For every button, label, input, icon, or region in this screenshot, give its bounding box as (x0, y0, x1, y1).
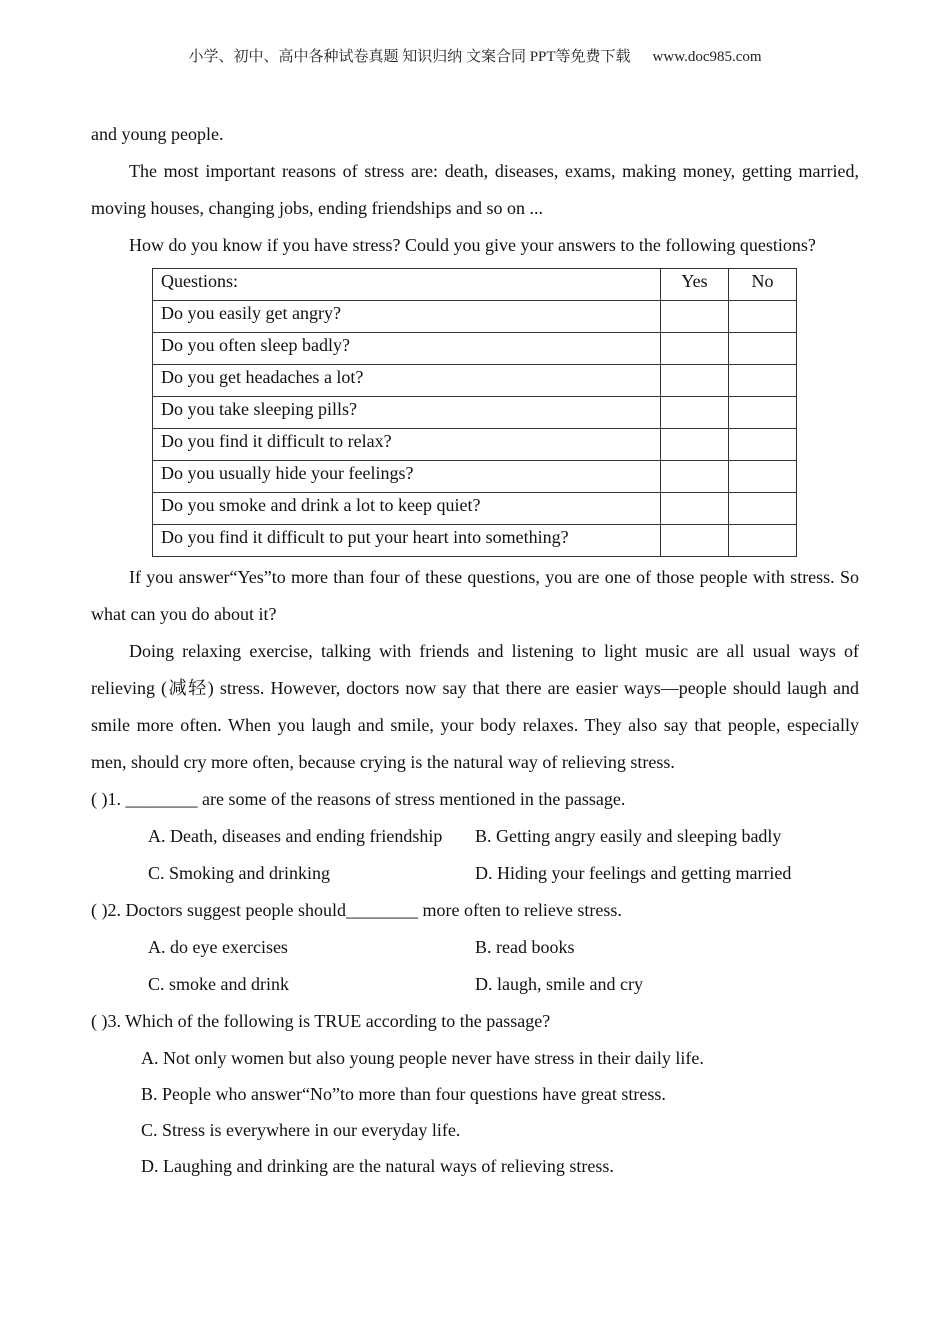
table-question-cell: Do you usually hide your feelings? (153, 461, 661, 493)
option-a[interactable]: A. Not only women but also young people never have stress in their daily life. (141, 1048, 704, 1068)
table-header-yes: Yes (661, 269, 729, 301)
table-question-cell: Do you smoke and drink a lot to keep quiet? (153, 493, 661, 525)
option-b[interactable]: B. Getting angry easily and sleeping badly (475, 826, 782, 846)
yes-answer-cell[interactable] (661, 333, 729, 365)
yes-answer-cell[interactable] (661, 493, 729, 525)
yes-answer-cell[interactable] (661, 525, 729, 557)
no-answer-cell[interactable] (729, 525, 797, 557)
yes-answer-cell[interactable] (661, 301, 729, 333)
table-header-no: No (729, 269, 797, 301)
no-answer-cell[interactable] (729, 365, 797, 397)
table-question-cell: Do you find it difficult to put your heart into something? (153, 525, 661, 557)
document-body (91, 116, 859, 1184)
question-2-options-row-1 (91, 929, 859, 966)
table-row (153, 429, 797, 461)
no-answer-cell[interactable] (729, 301, 797, 333)
table-question-cell: Do you get headaches a lot? (153, 365, 661, 397)
question-1-options-row-1 (91, 818, 859, 855)
question-3-stem: ( )3. Which of the following is TRUE according to the passage? (91, 1011, 551, 1031)
no-answer-cell[interactable] (729, 429, 797, 461)
option-c[interactable]: C. Stress is everywhere in our everyday life. (141, 1120, 461, 1140)
passage-paragraph-0: and young people. (91, 124, 224, 144)
table-header-row (153, 269, 797, 301)
table-row (153, 397, 797, 429)
header-url[interactable]: www.doc985.com (652, 49, 762, 65)
question-2-stem: ( )2. Doctors suggest people should________ more often to relieve stress. (91, 900, 622, 920)
stress-questionnaire-table (152, 268, 797, 557)
passage-paragraph-4: Doing relaxing exercise, talking with friends and listening to light music are all usual ways of relieving (减轻) stress. However, doctors now say that there are easier ways—people should laugh and smile more often. When you laugh and smile, your body relaxes. They also say that people, especially men, should cry more often, because crying is the natural way of relieving stress. (91, 641, 859, 772)
no-answer-cell[interactable] (729, 461, 797, 493)
question-1-stem: ( )1. ________ are some of the reasons of stress mentioned in the passage. (91, 789, 626, 809)
header-text: 小学、初中、高中各种试卷真题 知识归纳 文案合同 PPT等免费下载 (188, 49, 631, 65)
table-question-cell: Do you often sleep badly? (153, 333, 661, 365)
question-2-options-row-2 (91, 966, 859, 1003)
option-c[interactable]: C. Smoking and drinking (148, 863, 331, 883)
table-row (153, 493, 797, 525)
option-c[interactable]: C. smoke and drink (148, 974, 289, 994)
table-row (153, 365, 797, 397)
option-d[interactable]: D. laugh, smile and cry (475, 974, 643, 994)
yes-answer-cell[interactable] (661, 461, 729, 493)
no-answer-cell[interactable] (729, 493, 797, 525)
passage-paragraph-1: The most important reasons of stress are: death, diseases, exams, making money, getting married, moving houses, changing jobs, ending friendships and so on ... (91, 161, 859, 218)
option-b[interactable]: B. People who answer“No”to more than four questions have great stress. (141, 1084, 666, 1104)
table-question-cell: Do you find it difficult to relax? (153, 429, 661, 461)
table-row (153, 525, 797, 557)
table-row (153, 301, 797, 333)
table-question-cell: Do you easily get angry? (153, 301, 661, 333)
option-b[interactable]: B. read books (475, 937, 575, 957)
yes-answer-cell[interactable] (661, 365, 729, 397)
table-row (153, 333, 797, 365)
yes-answer-cell[interactable] (661, 429, 729, 461)
option-d[interactable]: D. Hiding your feelings and getting married (475, 863, 792, 883)
option-a[interactable]: A. Death, diseases and ending friendship (148, 826, 443, 846)
yes-answer-cell[interactable] (661, 397, 729, 429)
table-header-questions: Questions: (153, 269, 661, 301)
option-a[interactable]: A. do eye exercises (148, 937, 288, 957)
passage-paragraph-3: If you answer“Yes”to more than four of these questions, you are one of those people with stress. So what can you do about it? (91, 567, 859, 624)
table-question-cell: Do you take sleeping pills? (153, 397, 661, 429)
page-header (0, 45, 950, 66)
passage-paragraph-2: How do you know if you have stress? Could you give your answers to the following questions? (129, 235, 816, 255)
question-1-options-row-2 (91, 855, 859, 892)
table-row (153, 461, 797, 493)
option-d[interactable]: D. Laughing and drinking are the natural ways of relieving stress. (141, 1156, 614, 1176)
no-answer-cell[interactable] (729, 333, 797, 365)
no-answer-cell[interactable] (729, 397, 797, 429)
